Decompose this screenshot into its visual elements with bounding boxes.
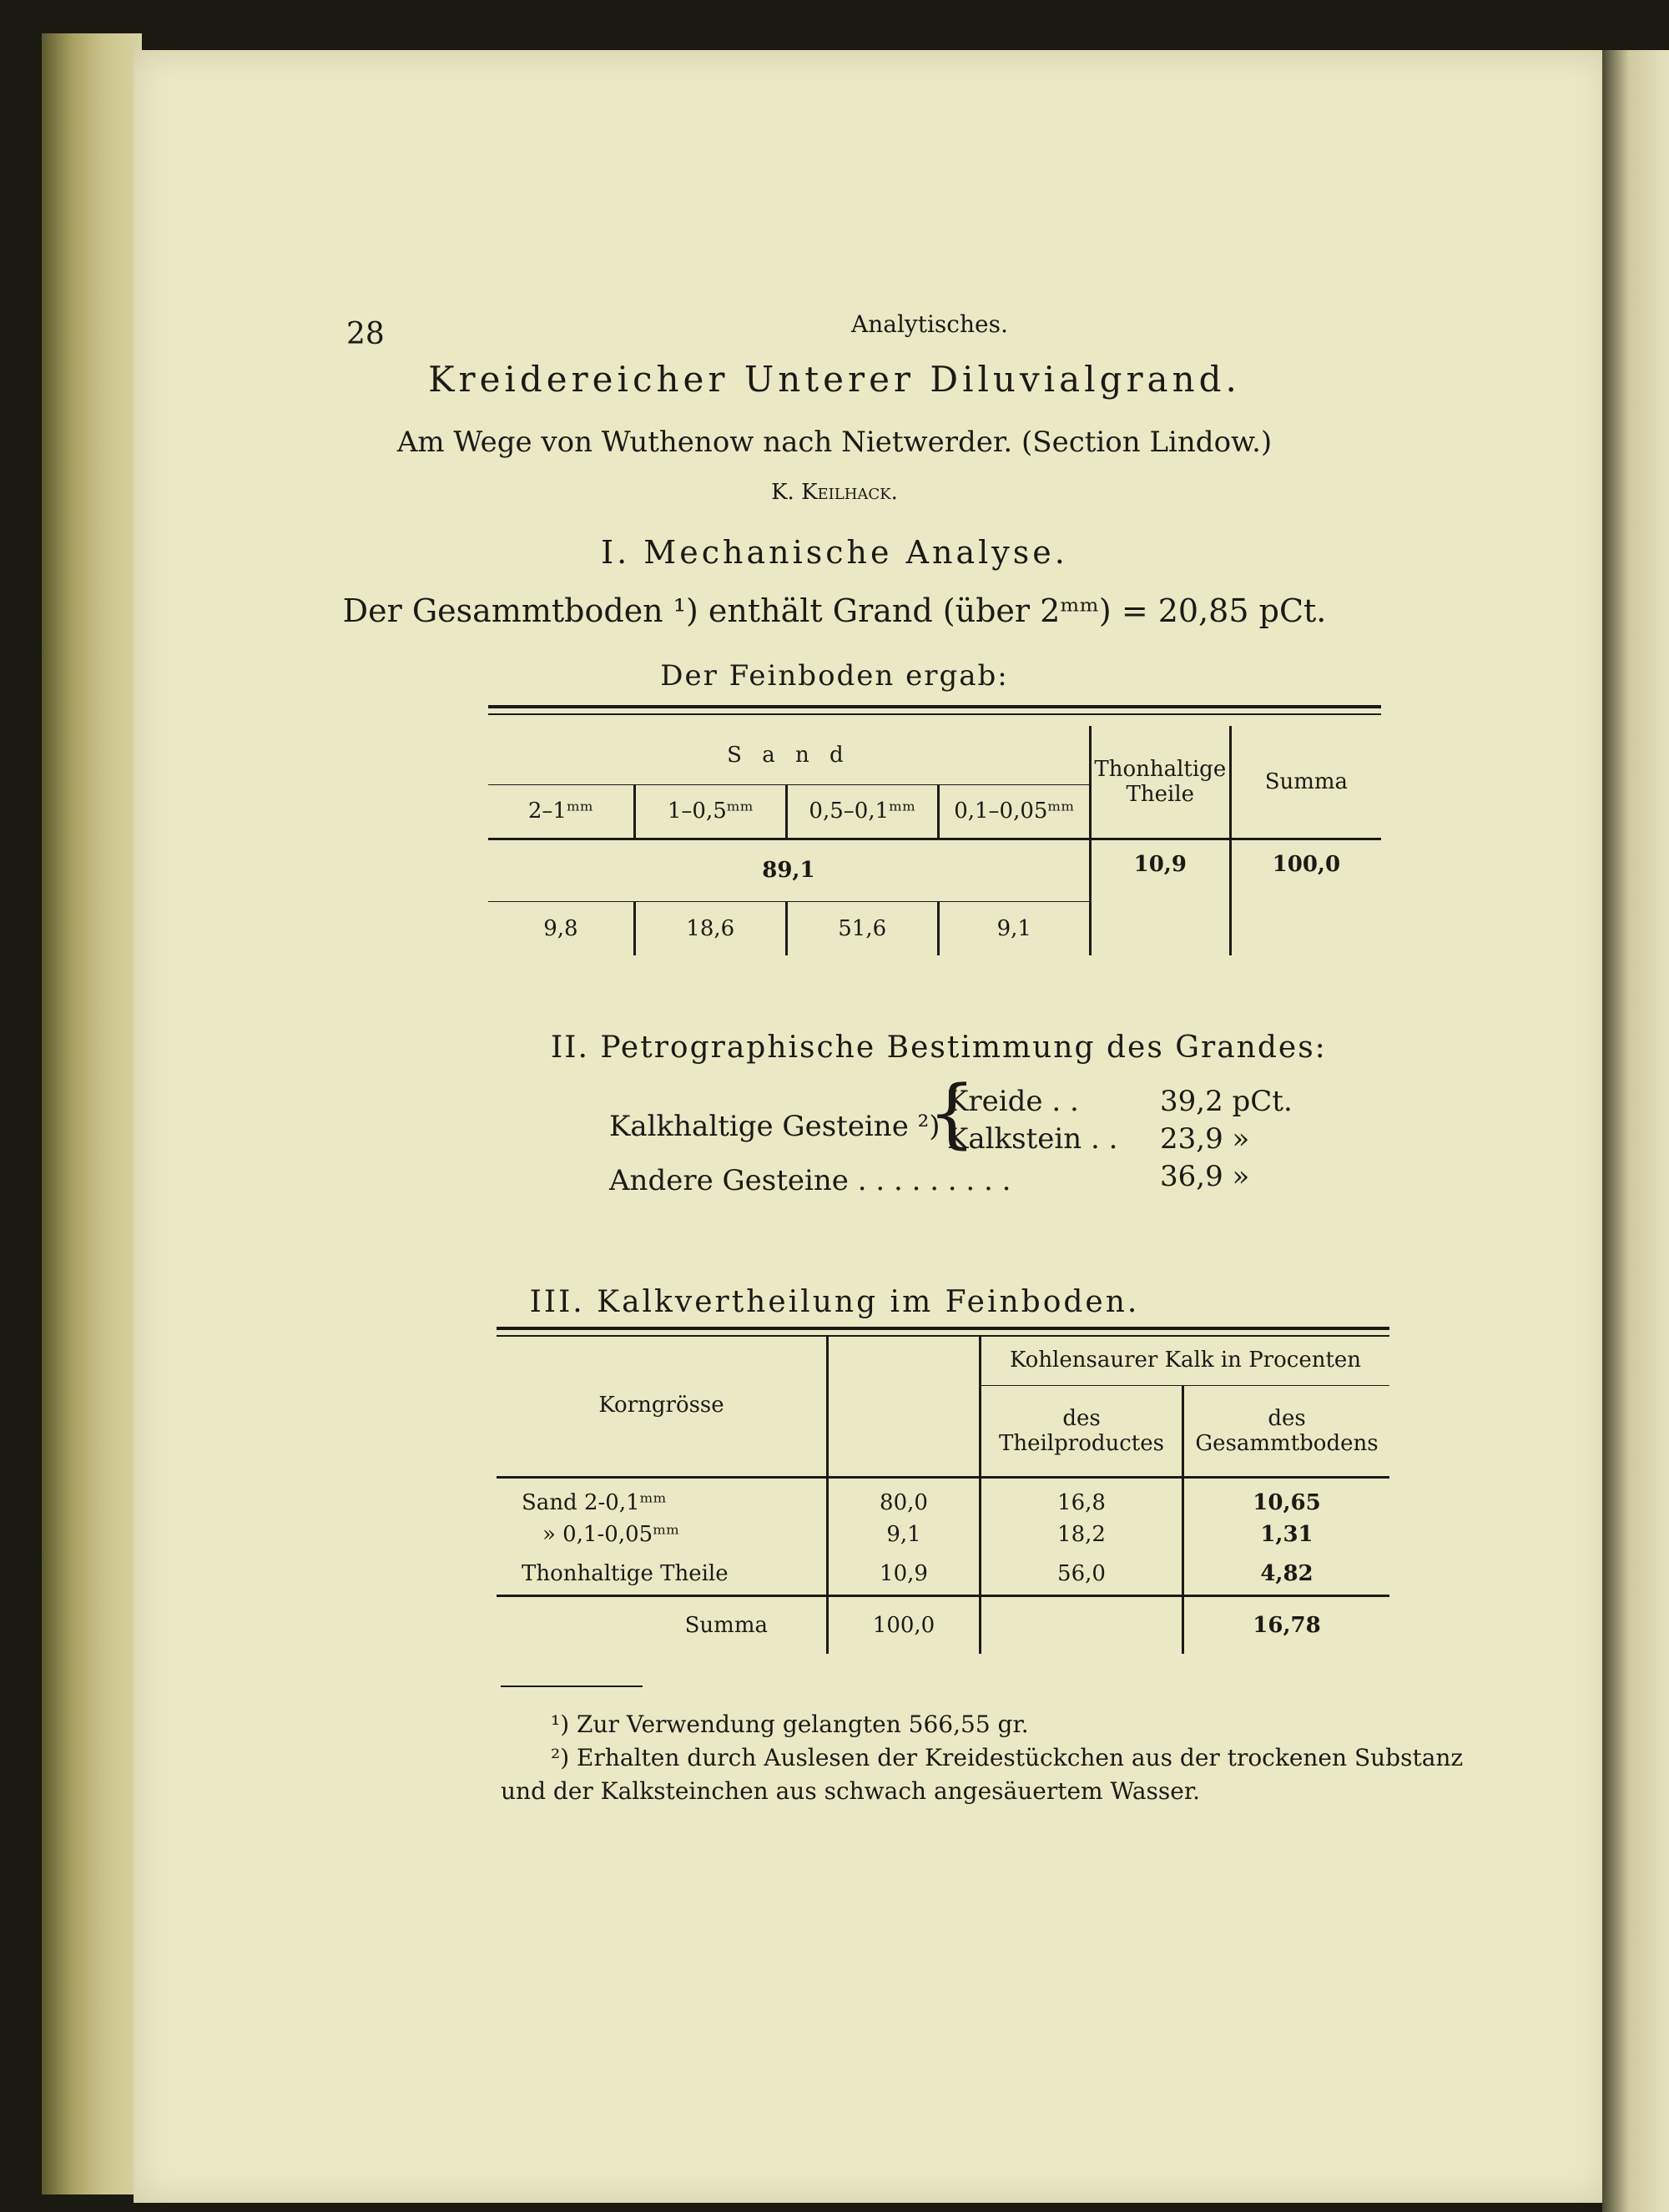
kalk-table (497, 1335, 1389, 1654)
table1-top-rule (488, 705, 1381, 708)
page-number: 28 (346, 317, 385, 351)
sand-total: 89,1 (488, 839, 1090, 901)
summa-pct: 100,0 (828, 1595, 981, 1654)
sand-header: S a n d (488, 726, 1090, 784)
thon-header: Thonhaltige Theile (1090, 726, 1230, 839)
sand-value-2: 18,6 (634, 901, 786, 955)
running-head: Analytisches. (851, 310, 1008, 338)
summa-label: Summa (497, 1595, 828, 1654)
section2-heading: II. Petrographische Bestimmung des Grandes: (551, 1030, 1327, 1065)
section3-heading: III. Kalkvertheilung im Feinboden. (529, 1285, 1140, 1319)
summa-teil-blank (981, 1595, 1183, 1654)
sand-col-3: 0,5–0,1ᵐᵐ (786, 784, 938, 839)
sand-col-2: 1–0,5ᵐᵐ (634, 784, 786, 839)
table-row-gesamt: 1,31 (1260, 1522, 1314, 1547)
table1-top-rule-thin (488, 713, 1381, 715)
kohlen-header: Kohlensaurer Kalk in Procenten (981, 1335, 1390, 1385)
table-row-teil: 18,2 (981, 1515, 1183, 1554)
book-edge-left (42, 33, 142, 2194)
sand-value-4: 9,1 (996, 915, 1031, 941)
andere-label: Andere Gesteine . . . . . . . . . (609, 1164, 1011, 1197)
table-row-pct: 10,9 (828, 1554, 981, 1595)
table-row-pct: 80,0 (828, 1477, 981, 1515)
sand-value-1: 9,8 (488, 901, 634, 955)
kalkstein-label: Kalkstein . . (947, 1122, 1118, 1156)
table-row-label: Sand 2-0,1ᵐᵐ (497, 1477, 828, 1515)
table-row-gesamt: 4,82 (1183, 1554, 1390, 1595)
kalkstein-value: 23,9 » (1160, 1122, 1250, 1156)
section1-heading: I. Mechanische Analyse. (601, 534, 1068, 571)
table-row-label: Thonhaltige Theile (497, 1554, 828, 1595)
footnote-rule (501, 1685, 643, 1687)
korn-header: Korngrösse (497, 1335, 828, 1477)
summa-value: 100,0 (1272, 851, 1341, 877)
summa-header: Summa (1230, 726, 1381, 839)
table-row-teil: 56,0 (981, 1554, 1183, 1595)
mechanical-analysis-table (488, 726, 1381, 955)
sand-value-3: 51,6 (786, 901, 938, 955)
table-row-gesamt: 10,65 (1253, 1489, 1321, 1515)
feinboden-line: Der Feinboden ergab: (660, 659, 1009, 693)
pct-header-blank (828, 1335, 981, 1477)
table2-top-rule (497, 1327, 1389, 1330)
brace-glyph: { (928, 1070, 976, 1157)
table-row-teil: 16,8 (981, 1477, 1183, 1515)
page-title: Kreidereicher Unterer Diluvialgrand. (428, 359, 1241, 400)
author: K. Keilhack. (771, 480, 898, 505)
gesamtboden-line: Der Gesammtboden ¹) enthält Grand (über 2ᵐᵐ) = 20,85 pCt. (342, 592, 1327, 629)
location-line: Am Wege von Wuthenow nach Nietwerder. (Section Lindow.) (396, 426, 1273, 459)
sand-col-1: 2–1ᵐᵐ (488, 784, 634, 839)
kalkhaltige-label: Kalkhaltige Gesteine ²) (609, 1110, 940, 1143)
footnote-2-cont: und der Kalksteinchen aus schwach angesäuertem Wasser. (501, 1777, 1201, 1805)
thon-value: 10,9 (1090, 839, 1230, 955)
table-row-label: » 0,1-0,05ᵐᵐ (497, 1515, 828, 1554)
table-row-pct: 9,1 (828, 1515, 981, 1554)
gesamt-header: des Gesammtbodens (1183, 1385, 1390, 1477)
teil-header: des Theilproductes (981, 1385, 1183, 1477)
kreide-value: 39,2 pCt. (1160, 1085, 1293, 1118)
sand-col-4: 0,1–0,05ᵐᵐ (938, 784, 1090, 839)
footnote-1: ¹) Zur Verwendung gelangten 566,55 gr. (551, 1711, 1029, 1738)
footnote-2: ²) Erhalten durch Auslesen der Kreidestückchen aus der trockenen Substanz (551, 1744, 1464, 1771)
kreide-label: Kreide . . (947, 1085, 1079, 1118)
summa-gesamt: 16,78 (1253, 1612, 1321, 1638)
andere-value: 36,9 » (1160, 1160, 1250, 1193)
